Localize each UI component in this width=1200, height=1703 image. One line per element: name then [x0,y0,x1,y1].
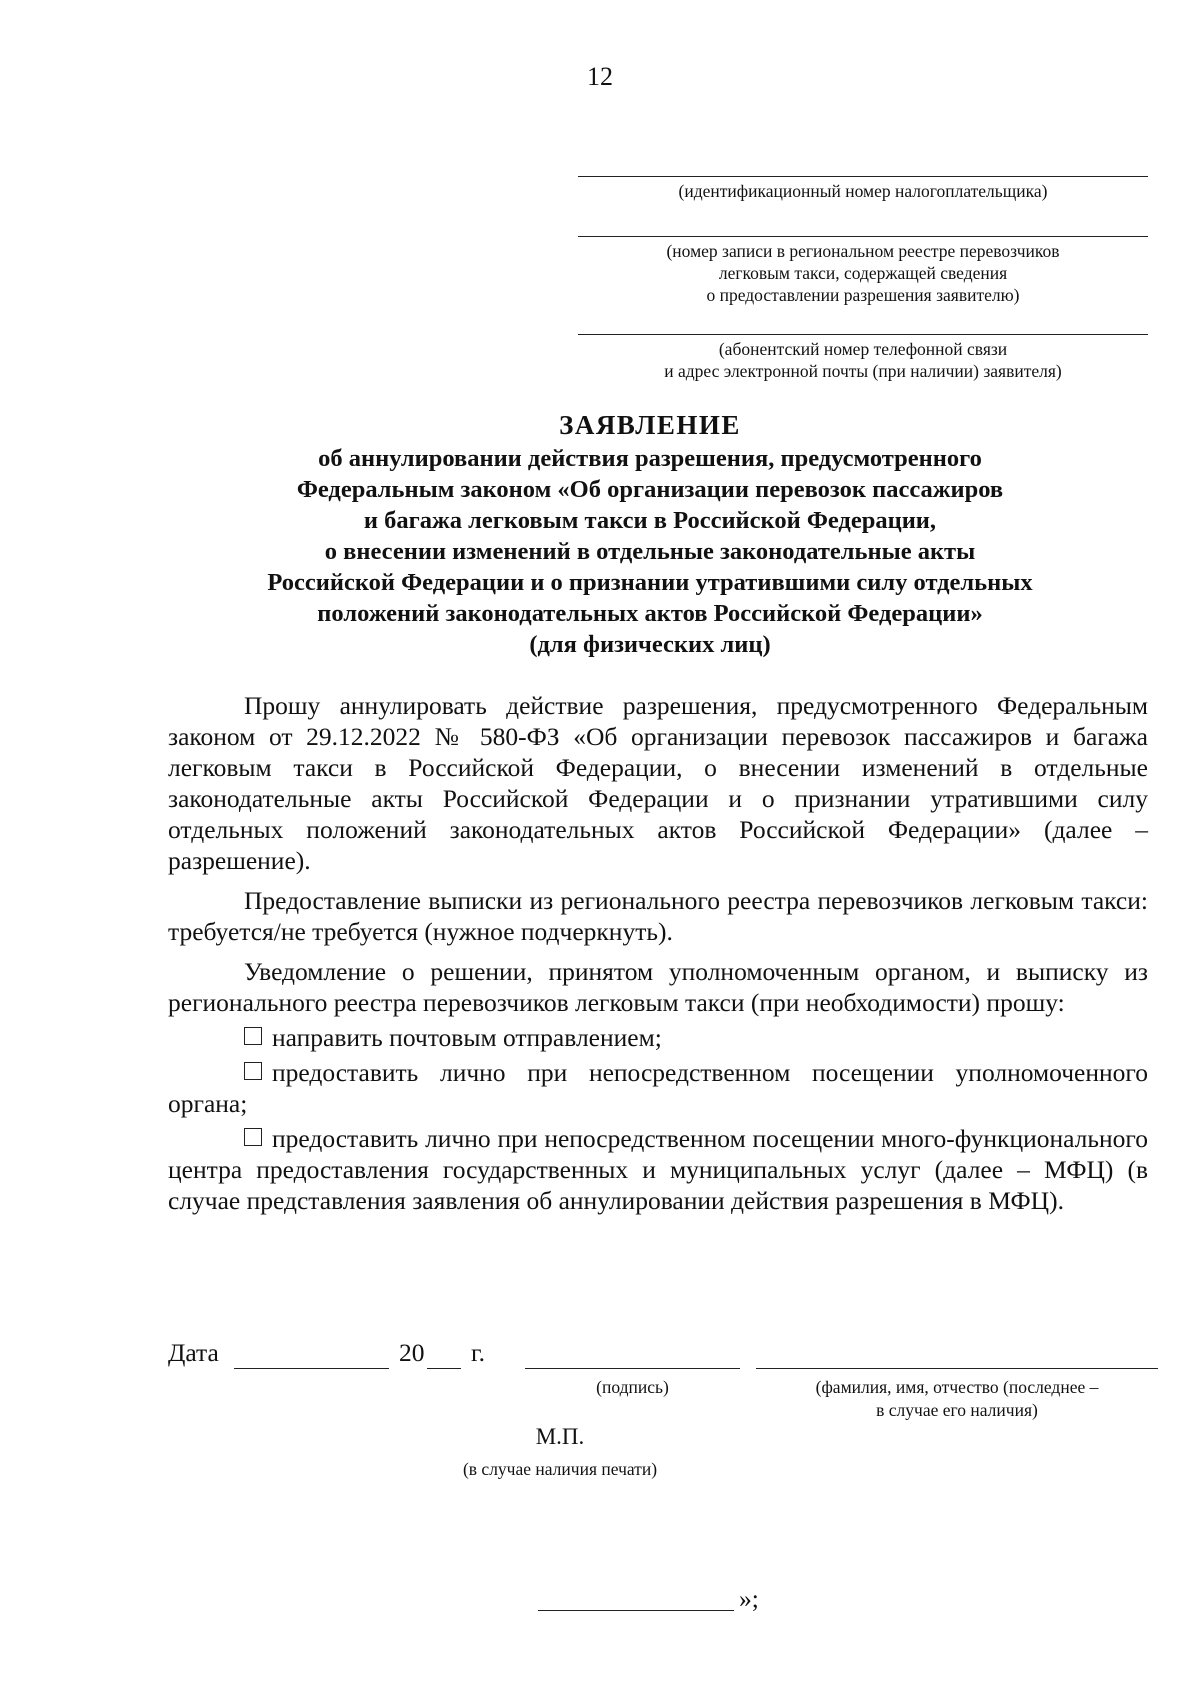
option-mfc: предоставить лично при непосредственном посещении много-функционального центра предоставления государственных и муниципальных услуг (далее – МФЦ) (в случае представления заявления об аннулировании действия разрешения в МФЦ). [168,1124,1148,1215]
page-number: 12 [587,62,613,91]
inn-line [578,176,1148,177]
contact-field [578,334,1148,382]
year-suffix: г. [471,1338,485,1367]
option-mail-checkbox[interactable] [244,1027,262,1045]
registry-record-field [578,236,1148,306]
closing-quote: »; [739,1584,759,1613]
option-authority: предоставить лично при непосредственном посещении уполномоченного органа; [168,1058,1148,1118]
date-signature-row [168,1338,1158,1378]
stamp-label: М.П. [535,1424,585,1449]
registry-record-caption: (номер записи в региональном реестре перевозчиков легковым такси, содержащей сведения о предоставлении разрешения заявителю) [666,241,1060,305]
closing-line [538,1610,734,1611]
option-mail: направить почтовым отправлением; [168,1022,1148,1053]
full-name-line[interactable] [756,1368,1158,1369]
date-input-line[interactable] [234,1368,389,1369]
document-title: ЗАЯВЛЕНИЕ [559,410,741,440]
date-label: Дата [168,1338,219,1367]
registry-record-line [578,236,1148,237]
inn-field [578,176,1148,202]
extract-paragraph: Предоставление выписки из регионального реестра перевозчиков легковым такси: требуется/не требуется (нужное подчеркнуть). [168,886,1148,946]
full-name-caption: (фамилия, имя, отчество (последнее – в случае его наличия) [815,1377,1099,1420]
year-input-line[interactable] [427,1368,461,1369]
notification-paragraph: Уведомление о решении, принятом уполномоченным органом, и выписку из регионального реестра перевозчиков легковым такси (при необходимости) прошу: [168,957,1148,1017]
document-body [168,690,1148,1220]
signature-line[interactable] [525,1368,740,1369]
inn-caption: (идентификационный номер налогоплательщика) [678,181,1048,201]
option-authority-checkbox[interactable] [244,1062,262,1080]
document-subtitle: об аннулировании действия разрешения, предусмотренного Федеральным законом «Об организации перевозок пассажиров и багажа легковым такси в Российской Федерации, о внесении изменений в отдельные законодательные акты Российской Федерации и о признании утратившими силу отдельных положений законодательных актов Российской Федерации» (для физических лиц) [267,445,1033,658]
year-prefix: 20 [399,1338,425,1367]
option-mfc-checkbox[interactable] [244,1128,262,1146]
contact-line [578,334,1148,335]
contact-caption: (абонентский номер телефонной связи и адрес электронной почты (при наличии) заявителя) [664,339,1062,381]
signature-caption: (подпись) [596,1377,669,1397]
stamp-caption: (в случае наличия печати) [462,1459,658,1479]
document-title-block [150,407,1150,660]
request-paragraph: Прошу аннулировать действие разрешения, предусмотренного Федеральным законом от 29.12.2022 № 580-ФЗ «Об организации перевозок пассажиров и багажа легковым такси в Российской Федерации, о внесении изменений в отдельные законодательные акты Российской Федерации и о признании утратившими силу отдельных положений законодательных актов Российской Федерации» (далее – разрешение). [168,691,1148,875]
